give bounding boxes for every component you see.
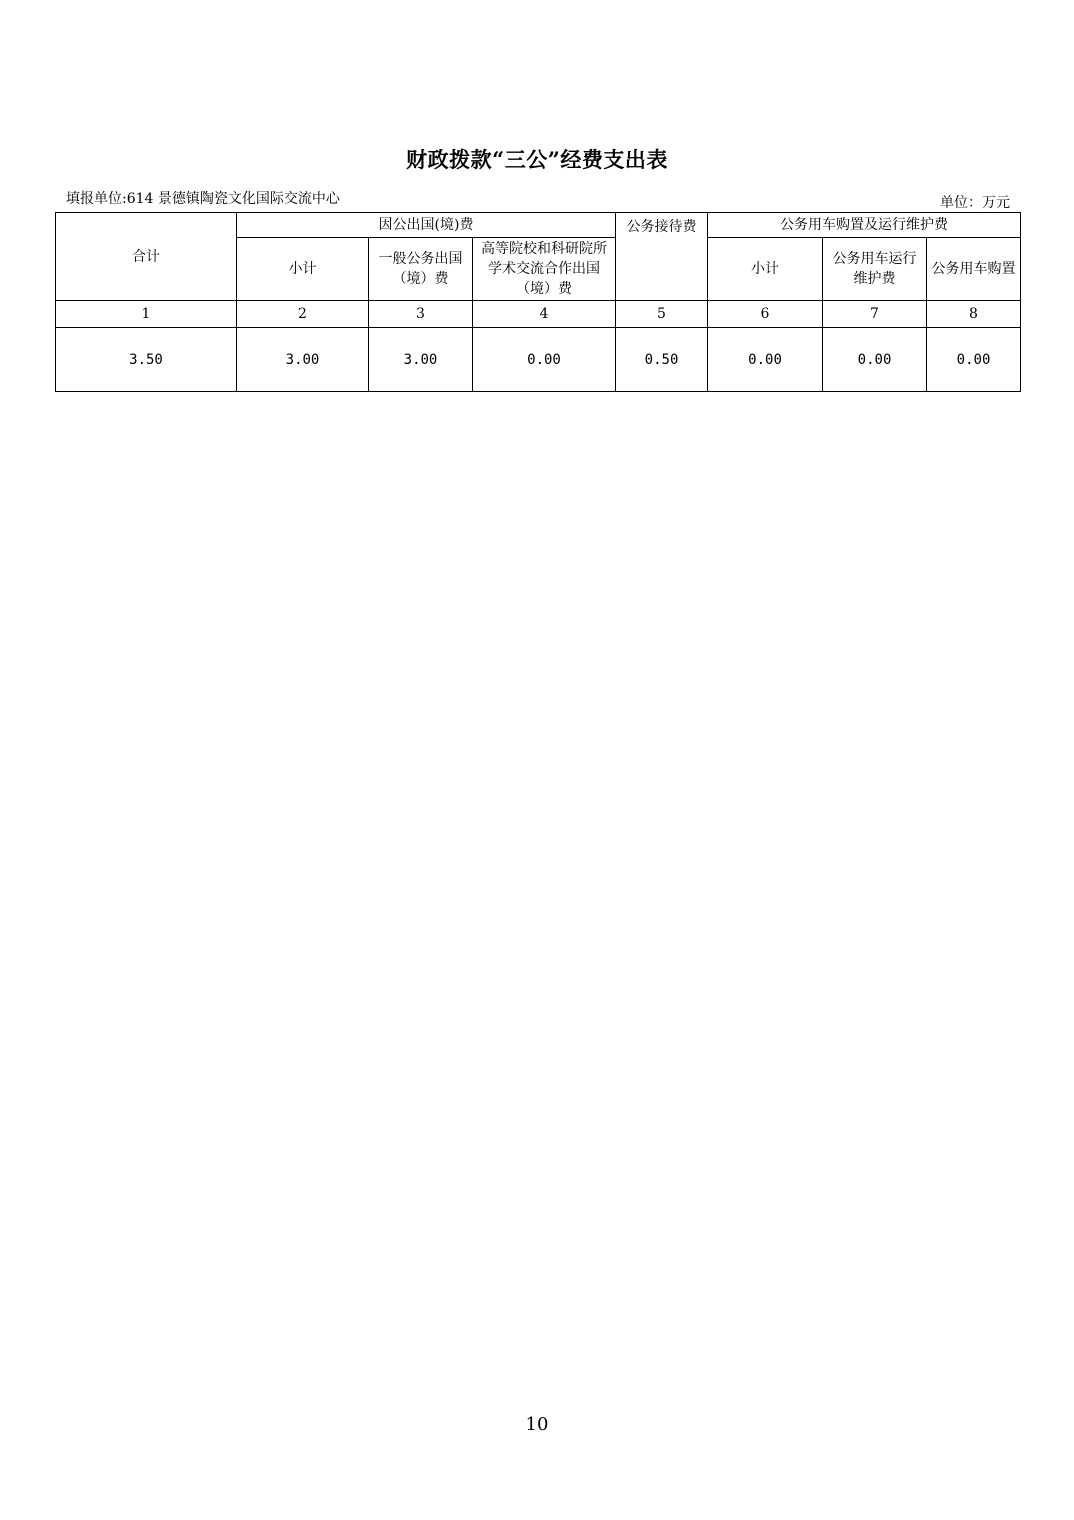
value-total: 3.50 [56, 328, 237, 392]
value-vehicle-purchase: 0.00 [927, 328, 1021, 392]
column-index-cell: 8 [927, 301, 1021, 328]
unit-label: 单位：万元 [940, 195, 1010, 211]
value-reception: 0.50 [616, 328, 708, 392]
page-number: 10 [525, 1414, 549, 1435]
column-index-row [56, 301, 1021, 328]
header-abroad-subtotal: 小计 [237, 238, 369, 301]
header-reception: 公务接待费 [616, 213, 708, 301]
header-vehicle-purchase: 公务用车购置 [927, 238, 1021, 301]
value-abroad-general: 3.00 [369, 328, 473, 392]
value-vehicle-subtotal: 0.00 [708, 328, 823, 392]
column-index-cell: 4 [473, 301, 616, 328]
column-index-cell: 5 [616, 301, 708, 328]
value-abroad-academic: 0.00 [473, 328, 616, 392]
header-vehicle-operation: 公务用车运行维护费 [823, 238, 927, 301]
column-index-cell: 1 [56, 301, 237, 328]
expenditure-table [55, 212, 1021, 392]
header-abroad-group: 因公出国(境)费 [237, 213, 616, 238]
column-index-cell: 3 [369, 301, 473, 328]
column-index-cell: 7 [823, 301, 927, 328]
column-index-cell: 6 [708, 301, 823, 328]
header-total: 合计 [56, 213, 237, 301]
header-row-1 [56, 213, 1021, 238]
values-row [56, 328, 1021, 392]
reporting-unit: 填报单位:614 景德镇陶瓷文化国际交流中心 [66, 191, 340, 207]
document-title: 财政拨款“三公”经费支出表 [406, 147, 668, 172]
header-abroad-general: 一般公务出国（境）费 [369, 238, 473, 301]
header-abroad-academic: 高等院校和科研院所学术交流合作出国（境）费 [473, 238, 616, 301]
value-vehicle-operation: 0.00 [823, 328, 927, 392]
column-index-cell: 2 [237, 301, 369, 328]
value-abroad-subtotal: 3.00 [237, 328, 369, 392]
header-vehicle-group: 公务用车购置及运行维护费 [708, 213, 1021, 238]
header-vehicle-subtotal: 小计 [708, 238, 823, 301]
